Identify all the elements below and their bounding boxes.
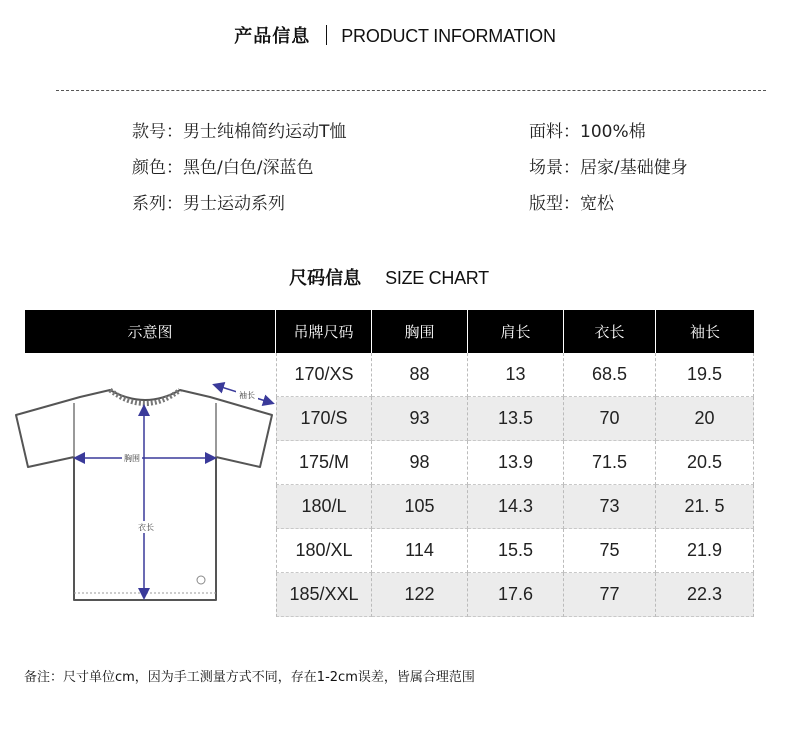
- info-series: 系列：男士运动系列: [132, 194, 285, 214]
- cell-length: 70: [564, 397, 656, 441]
- header-separator: [326, 25, 327, 45]
- cell-shoulder: 13.5: [468, 397, 564, 441]
- table-row: [276, 353, 754, 397]
- cell-sleeve: 20.5: [656, 441, 754, 485]
- size-table: [25, 310, 754, 604]
- chest-label: 胸围: [124, 454, 140, 463]
- cell-shoulder: 14.3: [468, 485, 564, 529]
- cell-sleeve: 21. 5: [656, 485, 754, 529]
- cell-size: 180/L: [276, 485, 372, 529]
- info-scene: 场景：居家/基础健身: [529, 158, 688, 178]
- dashed-divider: [56, 90, 766, 91]
- cell-chest: 98: [372, 441, 468, 485]
- length-label: 衣长: [138, 523, 154, 532]
- size-chart-header: [0, 264, 790, 290]
- sleeve-label: 袖长: [239, 391, 255, 400]
- cell-length: 73: [564, 485, 656, 529]
- table-row: [276, 529, 754, 573]
- cell-length: 71.5: [564, 441, 656, 485]
- info-fabric: 面料：100%棉: [529, 122, 646, 142]
- table-row: [276, 441, 754, 485]
- header-sleeve: 袖长: [689, 323, 720, 341]
- size-chart-title-en: SIZE CHART: [385, 268, 489, 288]
- cell-shoulder: 13: [468, 353, 564, 397]
- info-style-no: 款号：男士纯棉简约运动T恤: [132, 122, 347, 142]
- product-info-header: [0, 22, 790, 48]
- header-tag-size: 吊牌尺码: [276, 310, 372, 353]
- cell-sleeve: 21.9: [656, 529, 754, 573]
- cell-size: 170/XS: [276, 353, 372, 397]
- table-row: [276, 485, 754, 529]
- header-shoulder: 肩长: [468, 310, 564, 353]
- table-row: [276, 397, 754, 441]
- info-fit: 版型：宽松: [529, 194, 614, 214]
- header-diagram: 示意图: [25, 310, 276, 353]
- cell-length: 68.5: [564, 353, 656, 397]
- footnote: 备注：尺寸单位cm，因为手工测量方式不同，存在1-2cm误差，皆属合理范围: [24, 670, 475, 685]
- cell-size: 170/S: [276, 397, 372, 441]
- cell-chest: 88: [372, 353, 468, 397]
- size-table-body: [276, 353, 754, 617]
- cell-chest: 93: [372, 397, 468, 441]
- cell-chest: 105: [372, 485, 468, 529]
- cell-chest: 114: [372, 529, 468, 573]
- cell-shoulder: 13.9: [468, 441, 564, 485]
- size-table-header: [25, 310, 754, 353]
- product-info-title-en: PRODUCT INFORMATION: [341, 26, 556, 46]
- tshirt-diagram: [10, 365, 280, 635]
- info-color: 颜色：黑色/白色/深蓝色: [132, 158, 314, 178]
- header-chest: 胸围: [372, 310, 468, 353]
- cell-size: 180/XL: [276, 529, 372, 573]
- cell-length: 77: [564, 573, 656, 617]
- cell-sleeve: 20: [656, 397, 754, 441]
- product-info-title-cn: 产品信息: [234, 26, 311, 47]
- table-row: [276, 573, 754, 617]
- cell-shoulder: 17.6: [468, 573, 564, 617]
- cell-chest: 122: [372, 573, 468, 617]
- header-length: 衣长: [564, 310, 656, 353]
- cell-sleeve: 22.3: [656, 573, 754, 617]
- cell-sleeve: 19.5: [656, 353, 754, 397]
- cell-size: 185/XXL: [276, 573, 372, 617]
- cell-size: 175/M: [276, 441, 372, 485]
- cell-shoulder: 15.5: [468, 529, 564, 573]
- size-chart-title-cn: 尺码信息: [289, 268, 362, 289]
- cell-length: 75: [564, 529, 656, 573]
